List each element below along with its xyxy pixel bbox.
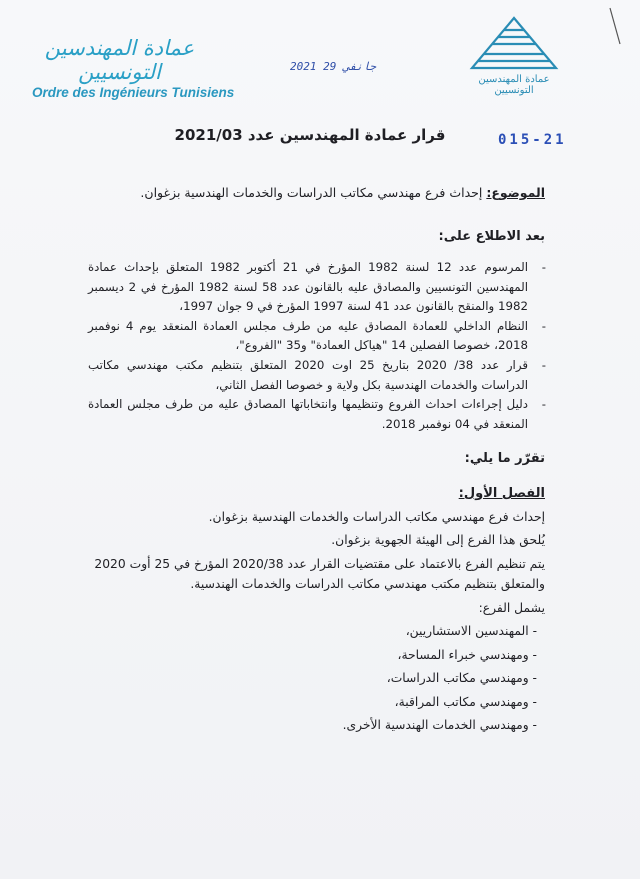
list-item: - قرار عدد 38/ 2020 بتاريخ 25 اوت 2020 المتعلق بتنظيم مكتب مهندسي مكاتب الدراسات والخدمات الهندسية بكل ولاية و خصوصا الفصل الثاني، [88, 356, 548, 395]
logo-left-french: Ordre des Ingénieurs Tunisiens [32, 85, 235, 100]
list-item: - النظام الداخلي للعمادة المصادق عليه من طرف مجلس العمادة المنعقد يوم 4 نوفمبر 2018، خصوصا الفصلين 14 "هياكل العمادة" و35 "الفروع"، [88, 317, 548, 356]
logo-left [32, 36, 235, 102]
paragraph: يتم تنظيم الفرع بالاعتماد على مقتضيات القرار عدد 2020/38 المؤرخ في 25 أوت 2020 والمتعلق بتنظيم مكتب مهندسي مكاتب الدراسات والخدمات الهندسية. [94, 557, 545, 591]
decides-heading: تقرّر ما يلي: [464, 451, 545, 466]
list-item: - ومهندسي الخدمات الهندسية الأخرى. [342, 718, 537, 732]
reference-number: 015-21 [498, 132, 567, 148]
subject-label: الموضوع: [486, 185, 545, 200]
paragraph: يشمل الفرع: [478, 601, 545, 615]
list-item: - المهندسين الاستشاريين، [405, 624, 537, 638]
list-item: - ومهندسي مكاتب المراقبة، [394, 694, 537, 709]
page-corner-mark [608, 6, 622, 46]
list-item: - ومهندسي خبراء المساحة، [397, 647, 537, 662]
chapter-one-heading: الفصل الأول: [458, 486, 545, 501]
order-emblem-icon [464, 14, 564, 74]
subject-text: إحداث فرع مهندسي مكاتب الدراسات والخدمات الهندسية بزغوان. [140, 185, 483, 200]
references-list [88, 258, 548, 434]
logo-right [464, 14, 564, 94]
paragraph: إحداث فرع مهندسي مكاتب الدراسات والخدمات الهندسية بزغوان. [208, 510, 545, 524]
logo-right-arabic: عمادة المهندسين التونسيين [478, 74, 550, 96]
paragraph: يُلحق هذا الفرع إلى الهيئة الجهوية بزغوان. [331, 533, 545, 547]
list-item: - ومهندسي مكاتب الدراسات، [386, 671, 537, 685]
subject-line [125, 183, 545, 203]
document-title: قرار عمادة المهندسين عدد 2021/03 [174, 126, 446, 144]
list-item: - المرسوم عدد 12 لسنة 1982 المؤرخ في 21 أكتوبر 1982 المتعلق بإحداث عمادة المهندسين التونسيين والمصادق عليه بالقانون عدد 58 لسنة 1982 المؤرخ في 2 ديسمبر 1982 والمنقح بالقانون عدد 41 لسنة 1997 المؤرخ في 9 جوان 1997، [88, 258, 548, 317]
list-item: - دليل إجراءات احداث الفروع وتنظيمها وانتخاباتها المصادق عليه من طرف مجلس العمادة المنعقد في 04 نوفمبر 2018. [88, 395, 548, 434]
date-stamp: 2021 جانفي 29 [290, 60, 377, 73]
logo-left-arabic: عمادة المهندسين التونسيين [44, 36, 195, 84]
after-review-heading: بعد الاطلاع على: [438, 229, 545, 244]
branch-members-list [245, 620, 545, 738]
